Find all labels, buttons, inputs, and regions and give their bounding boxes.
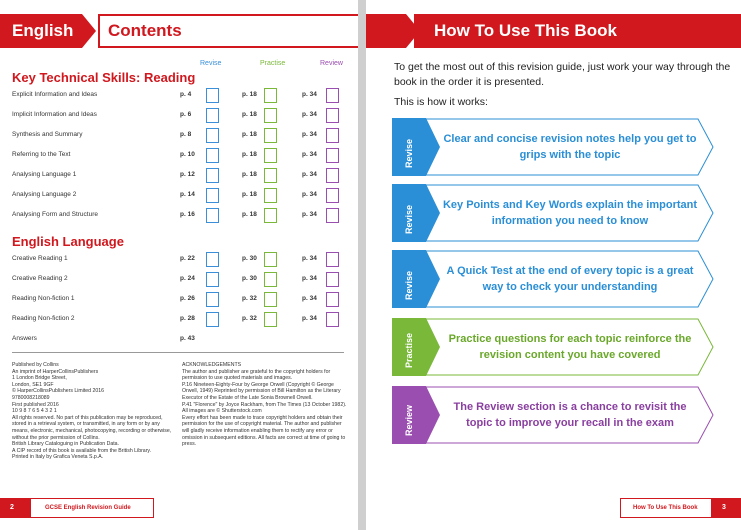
- acknowledgement-line: P.16 Nineteen-Eighty-Four by George Orwell (Copyright © George Orwell, 1949) Reprinted by permission of Bill Hamilton as the Literary Executor of the Estate of the Late Sonia Brownell Orwell.: [182, 381, 341, 401]
- practise-checkbox[interactable]: [264, 252, 277, 267]
- callout-tag: [392, 184, 432, 242]
- callout-tag-label: Revise: [404, 138, 414, 168]
- practise-checkbox[interactable]: [264, 168, 277, 183]
- review-checkbox[interactable]: [326, 188, 339, 203]
- practise-page: p. 18: [242, 91, 257, 98]
- column-header-revise: Revise: [200, 60, 222, 67]
- practise-checkbox[interactable]: [264, 292, 277, 307]
- callout-tag: [392, 318, 432, 376]
- practise-checkbox[interactable]: [264, 208, 277, 223]
- callout-text: Practice questions for each topic reinforce the revision content you have covered: [448, 333, 692, 361]
- column-header-practise: Practise: [260, 60, 286, 67]
- revise-checkbox[interactable]: [206, 128, 219, 143]
- acknowledgement-line: P.41 "Florence" by Joyce Rackham, from The Times (13 October 1982).: [182, 401, 347, 408]
- review-checkbox[interactable]: [326, 292, 339, 307]
- section-title: Key Technical Skills: Reading: [12, 70, 196, 85]
- practise-page: p. 18: [242, 151, 257, 158]
- contents-row: [12, 292, 352, 309]
- review-page: p. 34: [302, 151, 317, 158]
- revise-checkbox[interactable]: [206, 252, 219, 267]
- callout-tag-label: Practise: [404, 332, 414, 368]
- review-page: p. 34: [302, 275, 317, 282]
- review-page: p. 34: [302, 91, 317, 98]
- practise-checkbox[interactable]: [264, 272, 277, 287]
- revise-checkbox[interactable]: [206, 88, 219, 103]
- revise-checkbox[interactable]: [206, 312, 219, 327]
- column-header-review: Review: [320, 60, 343, 67]
- publisher-info: [12, 362, 172, 461]
- revise-checkbox[interactable]: [206, 188, 219, 203]
- review-page: p. 34: [302, 191, 317, 198]
- practise-page: p. 32: [242, 295, 257, 302]
- topic-name: Reading Non-fiction 2: [12, 315, 75, 322]
- revise-checkbox[interactable]: [206, 168, 219, 183]
- left-page: [0, 0, 358, 530]
- revise-page: p. 6: [180, 111, 192, 118]
- topic-name: Implicit Information and Ideas: [12, 111, 97, 118]
- acknowledgement-line: Every effort has been made to trace copyright holders and obtain their permission for the use of copyright material. The author and publisher will gladly receive information enabling them to rectify any error or omission in subsequent editions. All facts are correct at time of going to press.: [182, 414, 346, 448]
- review-page: p. 34: [302, 111, 317, 118]
- topic-name: Explicit Information and Ideas: [12, 91, 98, 98]
- revise-checkbox[interactable]: [206, 208, 219, 223]
- publisher-line: Published by Collins: [12, 362, 59, 368]
- review-checkbox[interactable]: [326, 272, 339, 287]
- publisher-line: 10 9 8 7 6 5 4 3 2 1: [12, 408, 57, 415]
- topic-name: Analysing Form and Structure: [12, 211, 98, 218]
- callout-tag-label: Revise: [404, 270, 414, 300]
- revise-page: p. 16: [180, 211, 195, 218]
- callout-tag: [392, 250, 432, 308]
- review-page: p. 34: [302, 315, 317, 322]
- publisher-line: All rights reserved. No part of this publication may be reproduced, stored in a retrieval system, or transmitted, in any form or by any means, electronic, mechanical, photocopying, recording or otherwise, without the prior permission of Collins.: [12, 414, 172, 441]
- practise-checkbox[interactable]: [264, 148, 277, 163]
- revise-checkbox[interactable]: [206, 108, 219, 123]
- revise-checkbox[interactable]: [206, 292, 219, 307]
- contents-row: [12, 272, 352, 289]
- contents-row: [12, 128, 352, 145]
- topic-name: Referring to the Text: [12, 151, 71, 158]
- review-checkbox[interactable]: [326, 168, 339, 183]
- revise-checkbox[interactable]: [206, 148, 219, 163]
- topic-name: Synthesis and Summary: [12, 131, 83, 138]
- contents-row: [12, 208, 352, 225]
- callout-text: A Quick Test at the end of every topic is a great way to check your understanding: [446, 265, 694, 293]
- acknowledgement-line: ACKNOWLEDGEMENTS: [182, 362, 242, 368]
- page-number: 2: [0, 498, 30, 518]
- revise-page: p. 43: [180, 335, 195, 342]
- subject-tab-arrow: [82, 14, 96, 48]
- practise-checkbox[interactable]: [264, 188, 277, 203]
- publisher-line: 1 London Bridge Street,: [12, 375, 67, 382]
- page-title: How To Use This Book: [414, 14, 741, 48]
- revise-page: p. 4: [180, 91, 192, 98]
- practise-page: p. 32: [242, 315, 257, 322]
- footer-title: GCSE English Revision Guide: [30, 498, 154, 518]
- practise-checkbox[interactable]: [264, 312, 277, 327]
- contents-row: [12, 108, 352, 125]
- review-page: p. 34: [302, 131, 317, 138]
- publisher-line: A CIP record of this book is available from the British Library.: [12, 447, 152, 454]
- review-checkbox[interactable]: [326, 252, 339, 267]
- intro-text: To get the most out of this revision guide, just work your way through the book in the order it is presented.: [394, 61, 731, 88]
- revise-page: p. 28: [180, 315, 195, 322]
- practise-page: p. 18: [242, 171, 257, 178]
- topic-name: Analysing Language 1: [12, 171, 77, 178]
- topic-name: Creative Reading 1: [12, 255, 68, 262]
- callout-practise: [392, 318, 714, 376]
- footer-title: How To Use This Book: [620, 498, 712, 518]
- review-page: p. 34: [302, 211, 317, 218]
- revise-checkbox[interactable]: [206, 272, 219, 287]
- review-page: p. 34: [302, 255, 317, 262]
- review-checkbox[interactable]: [326, 148, 339, 163]
- acknowledgement-line: The author and publisher are grateful to the copyright holders for permission to use quoted materials and images.: [182, 368, 331, 382]
- revise-page: p. 26: [180, 295, 195, 302]
- callout-revise: [392, 184, 714, 242]
- topic-name: Answers: [12, 335, 37, 342]
- callout-review: [392, 386, 714, 444]
- right-page: [366, 0, 741, 530]
- publisher-line: First published 2016: [12, 401, 59, 408]
- revise-page: p. 8: [180, 131, 192, 138]
- contents-row: [12, 188, 352, 205]
- revise-page: p. 22: [180, 255, 195, 262]
- publisher-line: An imprint of HarperCollinsPublishers: [12, 368, 99, 375]
- topic-name: Creative Reading 2: [12, 275, 68, 282]
- publisher-line: London, SE1 9GF: [12, 381, 54, 388]
- intro-subtext: This is how it works:: [394, 96, 488, 108]
- revise-page: p. 12: [180, 171, 195, 178]
- page-number: 3: [712, 498, 741, 518]
- publisher-line: Printed in Italy by Grafica Veneta S.p.A.: [12, 454, 104, 461]
- callout-revise: [392, 118, 714, 176]
- contents-row: [12, 148, 352, 165]
- callout-text: Key Points and Key Words explain the important information you need to know: [442, 199, 698, 227]
- revise-page: p. 10: [180, 151, 195, 158]
- review-checkbox[interactable]: [326, 208, 339, 223]
- practise-checkbox[interactable]: [264, 108, 277, 123]
- practise-page: p. 18: [242, 191, 257, 198]
- publisher-line: © HarperCollinsPublishers Limited 2016: [12, 388, 105, 395]
- contents-row: [12, 312, 352, 329]
- review-checkbox[interactable]: [326, 88, 339, 103]
- contents-row: [12, 332, 352, 349]
- review-checkbox[interactable]: [326, 312, 339, 327]
- review-page: p. 34: [302, 171, 317, 178]
- contents-row: [12, 168, 352, 185]
- callout-text: The Review section is a chance to revisit the topic to improve your recall in the exam: [453, 401, 687, 429]
- practise-page: p. 18: [242, 211, 257, 218]
- topic-name: Analysing Language 2: [12, 191, 77, 198]
- practise-page: p. 30: [242, 255, 257, 262]
- callout-tag: [392, 386, 432, 444]
- divider: [12, 352, 344, 353]
- section-title: English Language: [12, 234, 124, 249]
- callout-tag-label: Review: [404, 404, 414, 436]
- revise-page: p. 14: [180, 191, 195, 198]
- acknowledgement-line: All images are © Shutterstock.com: [182, 408, 262, 415]
- practise-checkbox[interactable]: [264, 128, 277, 143]
- callout-text: Clear and concise revision notes help you get to grips with the topic: [443, 133, 697, 161]
- review-page: p. 34: [302, 295, 317, 302]
- publisher-line: British Library Cataloguing in Publication Data.: [12, 441, 119, 448]
- subject-tab: English: [0, 14, 82, 48]
- callout-revise: [392, 250, 714, 308]
- page-title: Contents: [108, 21, 182, 40]
- publisher-line: 9780008218089: [12, 394, 50, 401]
- header-block: [366, 14, 406, 48]
- contents-row: [12, 88, 352, 105]
- acknowledgements: [182, 362, 350, 448]
- practise-page: p. 30: [242, 275, 257, 282]
- book-gutter: [358, 0, 366, 530]
- practise-page: p. 18: [242, 131, 257, 138]
- callout-tag: [392, 118, 432, 176]
- review-checkbox[interactable]: [326, 128, 339, 143]
- revise-page: p. 24: [180, 275, 195, 282]
- practise-checkbox[interactable]: [264, 88, 277, 103]
- contents-row: [12, 252, 352, 269]
- topic-name: Reading Non-fiction 1: [12, 295, 75, 302]
- callout-tag-label: Revise: [404, 204, 414, 234]
- review-checkbox[interactable]: [326, 108, 339, 123]
- practise-page: p. 18: [242, 111, 257, 118]
